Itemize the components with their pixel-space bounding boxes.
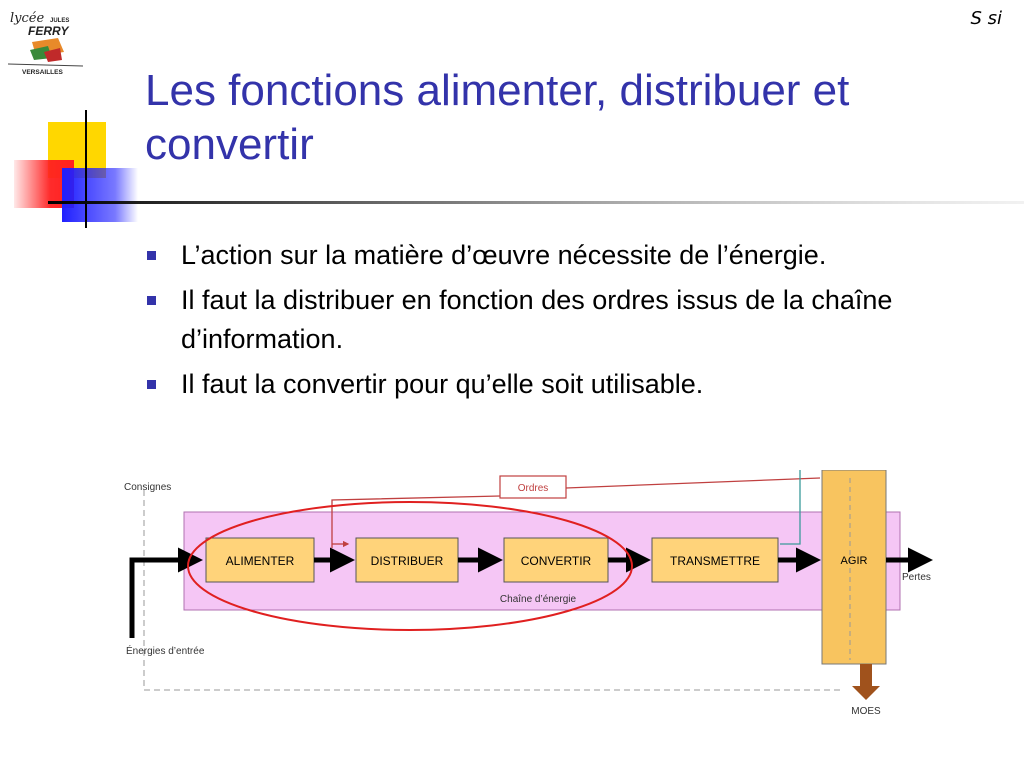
block-agir-label: AGIR [840, 555, 868, 567]
block-agir [822, 470, 886, 664]
logo-jules-text: JULES [50, 18, 70, 24]
section-tag: S si [970, 8, 1002, 29]
chain-energie-label: Chaîne d’énergie [499, 594, 577, 605]
bullet-marker-icon [147, 296, 156, 305]
consignes-label: Consignes [124, 482, 172, 493]
bullet-list [145, 236, 1005, 410]
logo-versailles-text: VERSAILLES [22, 69, 63, 76]
bullet-item: Il faut la distribuer en fonction des ordres issus de la chaîne d’information. [145, 281, 1005, 359]
deco-horizontal-line [48, 201, 1024, 204]
bullet-item: L’action sur la matière d’œuvre nécessite de l’énergie. [145, 236, 1005, 275]
slide-title: Les fonctions alimenter, distribuer et convertir [145, 66, 850, 169]
bullet-item: Il faut la convertir pour qu’elle soit utilisable. [145, 365, 1005, 404]
logo-lycee-text: lycée [10, 11, 45, 26]
bullet-marker-icon [147, 380, 156, 389]
block-distribuer-label: DISTRIBUER [370, 554, 444, 568]
logo-ferry-text: FERRY [28, 24, 69, 38]
energies-entree-label: Énergies d’entrée [126, 646, 205, 657]
moes-label: MOES [851, 706, 881, 717]
ordres-label: Ordres [517, 483, 549, 494]
pertes-label: Pertes [902, 572, 931, 583]
lycee-ferry-logo [8, 8, 88, 78]
block-alimenter-label: ALIMENTER [225, 554, 295, 568]
deco-blue-square [62, 168, 138, 222]
block-transmettre-label: TRANSMETTRE [670, 554, 760, 568]
block-convertir-label: CONVERTIR [520, 554, 592, 568]
energy-chain-diagram [120, 470, 960, 720]
moes-arrow [852, 664, 880, 700]
bullet-marker-icon [147, 251, 156, 260]
